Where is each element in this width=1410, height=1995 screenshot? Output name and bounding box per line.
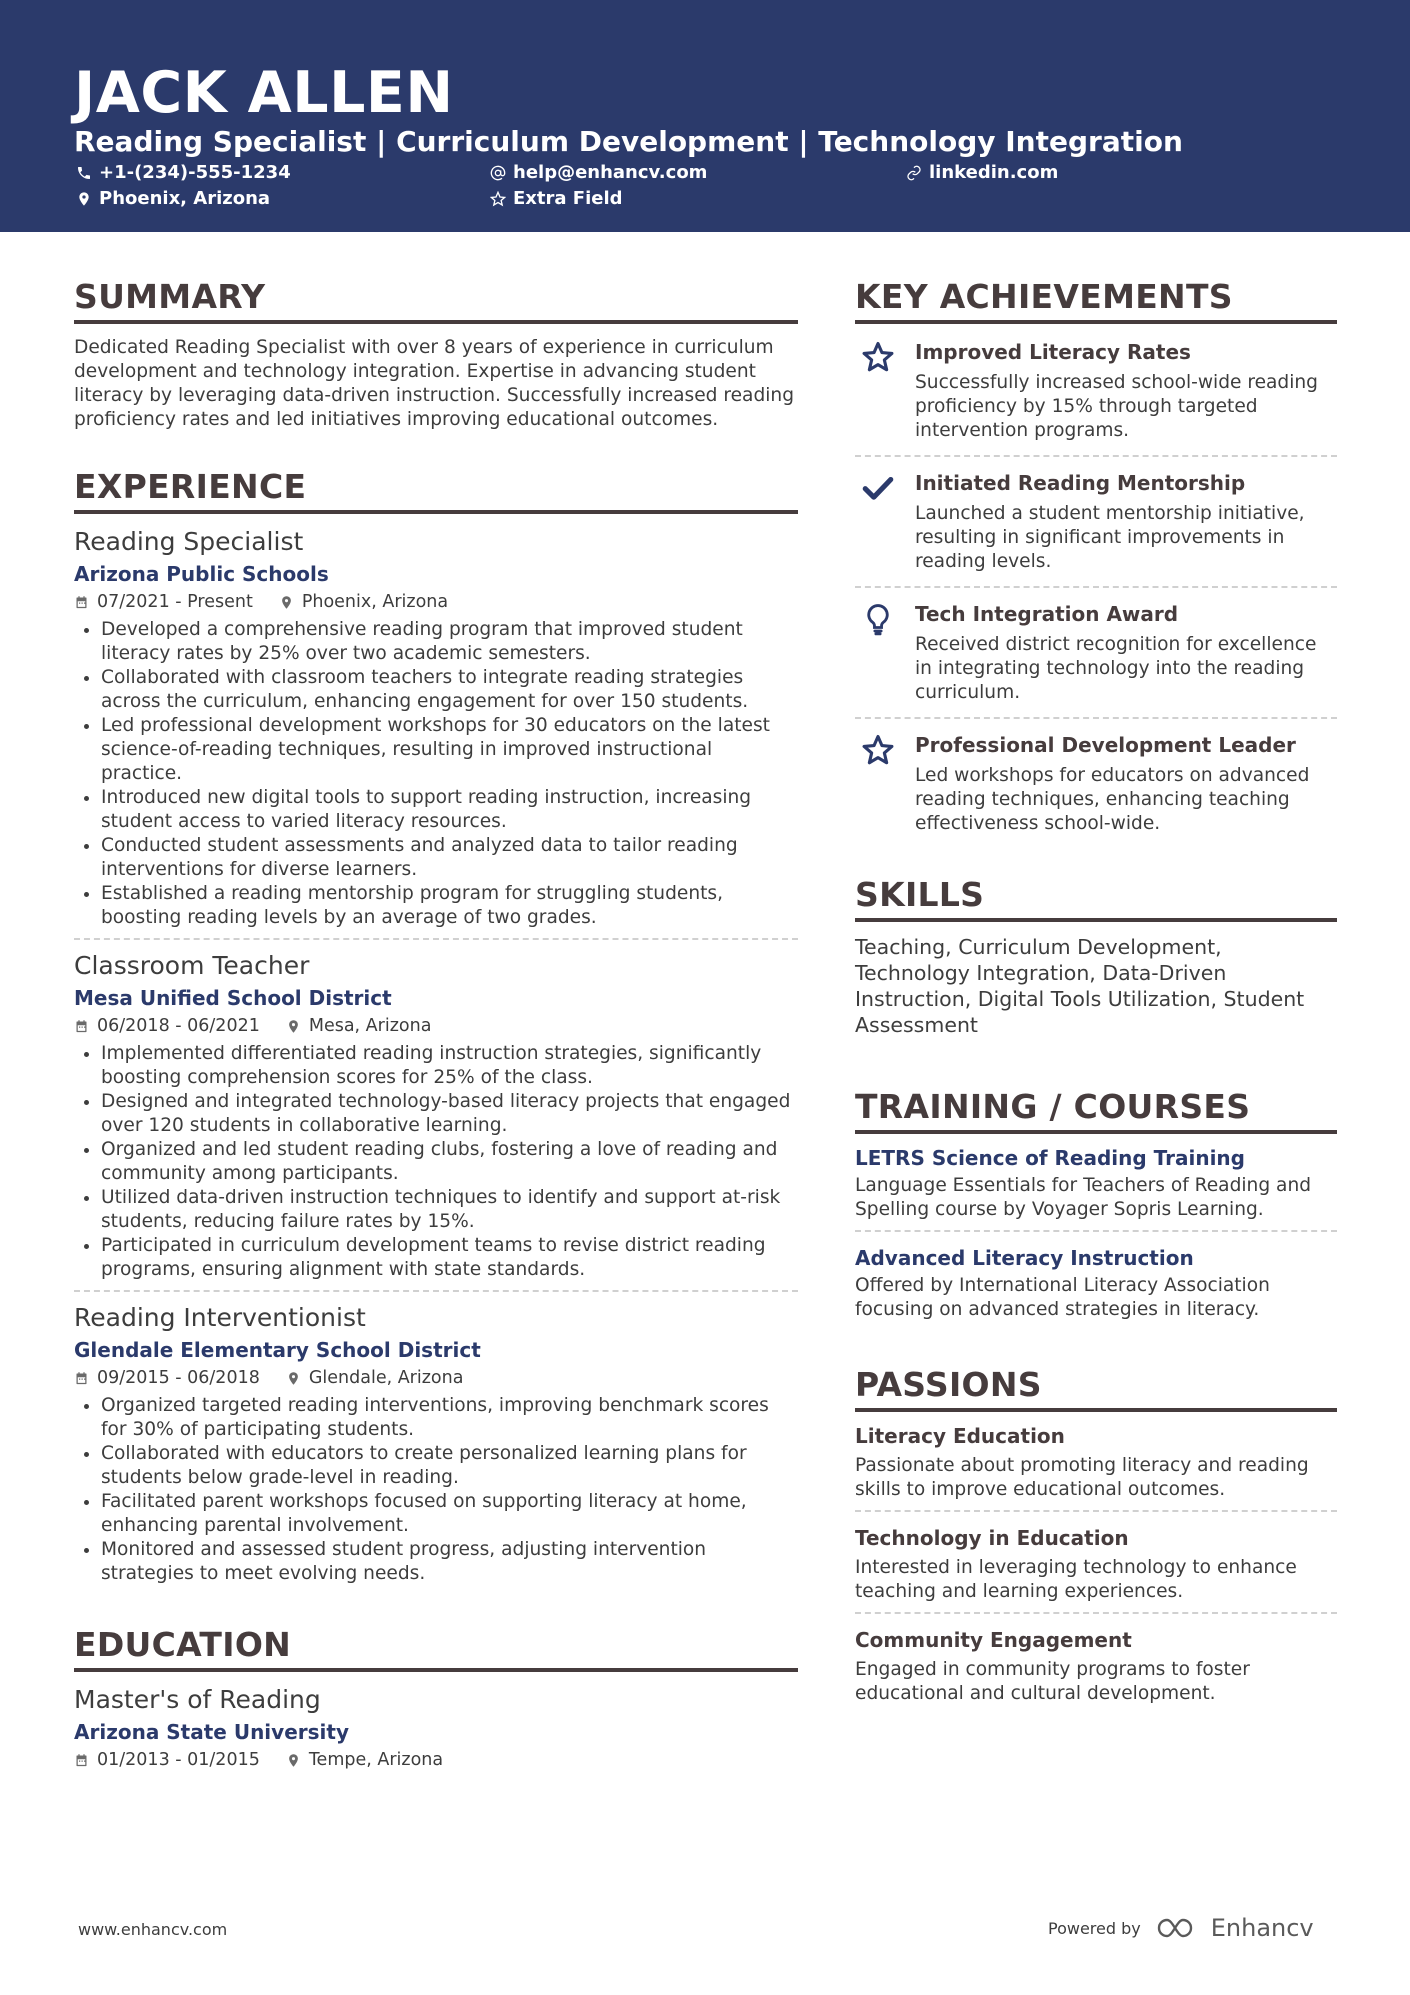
resume-header xyxy=(0,0,1410,232)
footer-website[interactable]: www.enhancv.com xyxy=(78,1920,228,1939)
phone-icon xyxy=(76,165,92,181)
bullet-item: • Led professional development workshops for 30 educators on the latest science-of-reading techniques, resulting in improved instructional practice. xyxy=(101,714,798,786)
footer-branding[interactable] xyxy=(1048,1914,1314,1942)
summary-text: Dedicated Reading Specialist with over 8 years of experience in curriculum development and technology integration. Expertise in advancing student literacy by leveraging data-driven instruction. Successfully increased reading proficiency rates and led initiatives improving educational outcomes. xyxy=(74,337,794,430)
contact-phone[interactable] xyxy=(76,161,291,185)
job-bullets xyxy=(74,1042,798,1282)
star-icon xyxy=(861,733,895,767)
brand-name: Enhancv xyxy=(1210,1914,1314,1942)
course-title: LETRS Science of Reading Training xyxy=(855,1146,1245,1170)
achievement-item xyxy=(855,455,1337,586)
job-meta xyxy=(74,590,798,614)
job-entry xyxy=(74,1290,798,1594)
job-company: Arizona Public Schools xyxy=(74,562,329,586)
bullet-item: • Organized targeted reading interventions, improving benchmark scores for 30% of participating students. xyxy=(101,1394,798,1442)
passion-title: Technology in Education xyxy=(855,1526,1129,1550)
passion-desc: Passionate about promoting literacy and reading skills to improve educational outcomes. xyxy=(855,1455,1309,1500)
calendar-icon xyxy=(74,595,89,610)
school-name: Arizona State University xyxy=(74,1720,349,1744)
passion-title: Literacy Education xyxy=(855,1424,1065,1448)
job-location: Glendale, Arizona xyxy=(308,1368,464,1388)
course-desc: Offered by International Literacy Association focusing on advanced strategies in literacy. xyxy=(855,1275,1270,1320)
linkedin-text: linkedin.com xyxy=(929,162,1059,183)
job-title: Classroom Teacher xyxy=(74,951,310,980)
powered-by-text: Powered by xyxy=(1048,1918,1141,1938)
education-meta xyxy=(74,1748,798,1772)
achievements-heading: KEY ACHIEVEMENTS xyxy=(855,276,1337,324)
job-meta xyxy=(74,1014,798,1038)
achievement-desc: Launched a student mentorship initiative, resulting in significant improvements in reading levels. xyxy=(915,503,1305,572)
lightbulb-icon xyxy=(861,602,895,636)
calendar-icon xyxy=(74,1753,89,1768)
job-entry xyxy=(74,938,798,1290)
bullet-item: • Introduced new digital tools to support reading instruction, increasing student access to varied literacy resources. xyxy=(101,786,798,834)
job-meta xyxy=(74,1366,798,1390)
passion-title: Community Engagement xyxy=(855,1628,1132,1652)
right-column xyxy=(855,276,1337,1714)
education-location: Tempe, Arizona xyxy=(308,1750,444,1770)
course-desc: Language Essentials for Teachers of Reading and Spelling course by Voyager Sopris Learning. xyxy=(855,1175,1312,1220)
phone-text: +1-(234)-555-1234 xyxy=(99,162,291,183)
bullet-item: • Collaborated with educators to create personalized learning plans for students below grade-level in reading. xyxy=(101,1442,798,1490)
enhancv-logo xyxy=(1155,1914,1314,1942)
job-bullets xyxy=(74,618,798,930)
checkmark-icon xyxy=(861,471,895,505)
star-outline-icon xyxy=(490,191,506,207)
at-sign-icon xyxy=(490,165,506,181)
passion-item xyxy=(855,1416,1337,1510)
left-column xyxy=(74,276,798,1784)
job-dates: 07/2021 - Present xyxy=(97,592,253,612)
course-item xyxy=(855,1230,1337,1330)
achievement-item xyxy=(855,326,1337,455)
course-title: Advanced Literacy Instruction xyxy=(855,1246,1194,1270)
bullet-item: • Implemented differentiated reading instruction strategies, significantly boosting comprehension scores for 25% of the class. xyxy=(101,1042,798,1090)
email-text: help@enhancv.com xyxy=(513,162,708,183)
contact-extra-field xyxy=(490,187,623,211)
job-location: Phoenix, Arizona xyxy=(301,592,449,612)
bullet-item: • Designed and integrated technology-based literacy projects that engaged over 120 students in collaborative learning. xyxy=(101,1090,798,1138)
job-entry xyxy=(74,526,798,938)
contact-email[interactable] xyxy=(490,161,707,185)
job-bullets xyxy=(74,1394,798,1586)
job-title: Reading Interventionist xyxy=(74,1303,366,1332)
map-pin-icon xyxy=(286,1753,301,1768)
bullet-item: • Conducted student assessments and analyzed data to tailor reading interventions for diverse learners. xyxy=(101,834,798,882)
candidate-headline: Reading Specialist | Curriculum Development | Technology Integration xyxy=(74,125,1183,158)
achievement-title: Improved Literacy Rates xyxy=(915,340,1191,364)
passions-heading: PASSIONS xyxy=(855,1364,1337,1412)
passion-desc: Interested in leveraging technology to enhance teaching and learning experiences. xyxy=(855,1557,1297,1602)
map-pin-icon xyxy=(286,1019,301,1034)
bullet-item: • Collaborated with classroom teachers to integrate reading strategies across the curriculum, enhancing engagement for over 150 students. xyxy=(101,666,798,714)
enhancv-logo-icon xyxy=(1155,1915,1203,1941)
bullet-item: • Established a reading mentorship program for struggling students, boosting reading levels by an average of two grades. xyxy=(101,882,798,930)
achievement-title: Professional Development Leader xyxy=(915,733,1296,757)
experience-heading: EXPERIENCE xyxy=(74,466,798,514)
bullet-item: • Organized and led student reading clubs, fostering a love of reading and community among participants. xyxy=(101,1138,798,1186)
achievement-desc: Successfully increased school-wide reading proficiency by 15% through targeted intervention programs. xyxy=(915,372,1318,441)
link-icon xyxy=(906,165,922,181)
bullet-item: • Participated in curriculum development teams to revise district reading programs, ensuring alignment with state standards. xyxy=(101,1234,798,1282)
summary-heading: SUMMARY xyxy=(74,276,798,324)
contact-location xyxy=(76,187,270,211)
map-pin-icon xyxy=(76,191,92,207)
job-dates: 09/2015 - 06/2018 xyxy=(97,1368,260,1388)
education-heading: EDUCATION xyxy=(74,1624,798,1672)
achievement-item xyxy=(855,586,1337,717)
achievement-desc: Led workshops for educators on advanced reading techniques, enhancing teaching effectiveness school-wide. xyxy=(915,765,1310,834)
location-text: Phoenix, Arizona xyxy=(99,188,271,209)
degree-title: Master's of Reading xyxy=(74,1685,321,1714)
job-company: Glendale Elementary School District xyxy=(74,1338,481,1362)
education-dates: 01/2013 - 01/2015 xyxy=(97,1750,260,1770)
passion-item xyxy=(855,1510,1337,1612)
calendar-icon xyxy=(74,1019,89,1034)
job-location: Mesa, Arizona xyxy=(308,1016,432,1036)
map-pin-icon xyxy=(279,595,294,610)
achievement-desc: Received district recognition for excellence in integrating technology into the reading curriculum. xyxy=(915,634,1317,703)
extra-field-text: Extra Field xyxy=(513,188,623,209)
candidate-name: JACK ALLEN xyxy=(74,60,454,126)
job-title: Reading Specialist xyxy=(74,527,304,556)
skills-heading: SKILLS xyxy=(855,874,1337,922)
education-entry xyxy=(74,1684,798,1784)
bullet-item: • Monitored and assessed student progress, adjusting intervention strategies to meet evolving needs. xyxy=(101,1538,798,1586)
achievement-title: Initiated Reading Mentorship xyxy=(915,471,1246,495)
passion-desc: Engaged in community programs to foster educational and cultural development. xyxy=(855,1659,1250,1704)
training-heading: TRAINING / COURSES xyxy=(855,1086,1337,1134)
bullet-item: • Facilitated parent workshops focused on supporting literacy at home, enhancing parental involvement. xyxy=(101,1490,798,1538)
achievement-item xyxy=(855,717,1337,848)
course-item xyxy=(855,1138,1337,1230)
bullet-item: • Developed a comprehensive reading program that improved student literacy rates by 25% over two academic semesters. xyxy=(101,618,798,666)
passion-item xyxy=(855,1612,1337,1714)
star-icon xyxy=(861,340,895,374)
calendar-icon xyxy=(74,1371,89,1386)
contact-linkedin[interactable] xyxy=(906,161,1058,185)
achievement-title: Tech Integration Award xyxy=(915,602,1179,626)
bullet-item: • Utilized data-driven instruction techniques to identify and support at-risk students, reducing failure rates by 15%. xyxy=(101,1186,798,1234)
job-company: Mesa Unified School District xyxy=(74,986,392,1010)
map-pin-icon xyxy=(286,1371,301,1386)
skills-text: Teaching, Curriculum Development, Technology Integration, Data-Driven Instruction, Digital Tools Utilization, Student Assessment xyxy=(855,935,1305,1037)
job-dates: 06/2018 - 06/2021 xyxy=(97,1016,260,1036)
